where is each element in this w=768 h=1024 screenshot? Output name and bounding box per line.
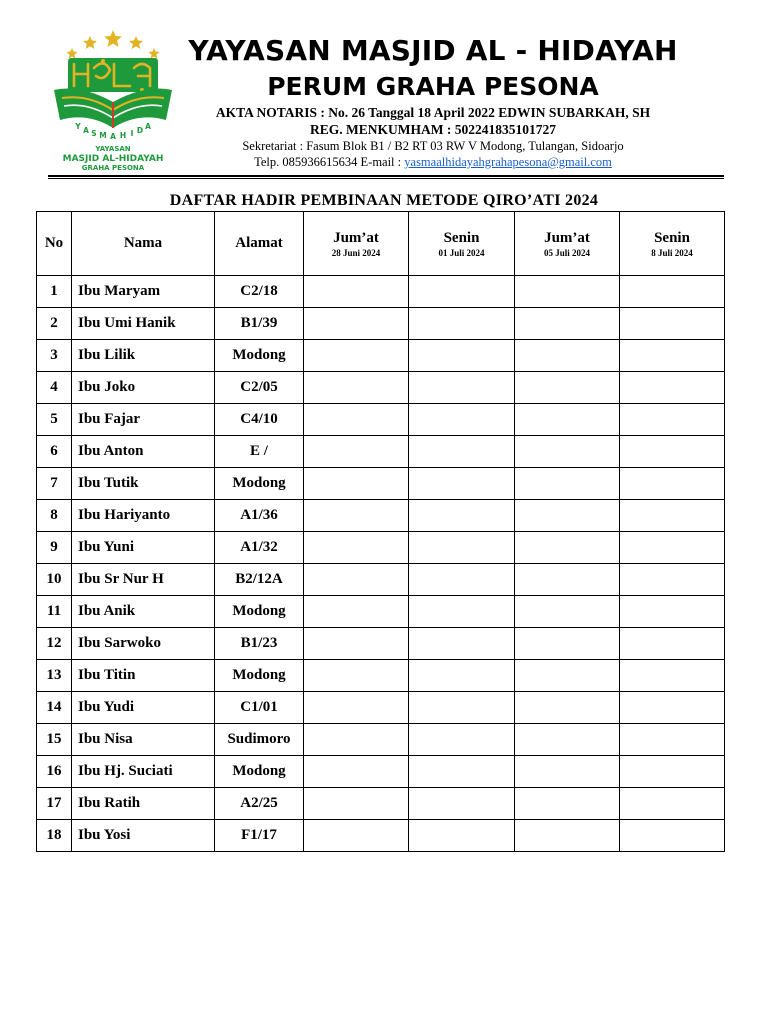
table-row [37, 756, 725, 788]
row-number: 2 [37, 308, 72, 340]
row-nama: Ibu Tutik [72, 468, 215, 500]
row-nama: Ibu Sarwoko [72, 628, 215, 660]
table-row [37, 692, 725, 724]
attendance-cell[interactable] [515, 276, 620, 308]
row-alamat: Sudimoro [215, 724, 304, 756]
akta-notaris-line: AKTA NOTARIS : No. 26 Tanggal 18 April 2022 EDWIN SUBARKAH, SH [215, 105, 651, 120]
row-nama: Ibu Yudi [72, 692, 215, 724]
row-number: 17 [37, 788, 72, 820]
attendance-cell[interactable] [304, 628, 409, 660]
attendance-cell[interactable] [515, 500, 620, 532]
header-date-3: Jum’at 05 Juli 2024 [515, 212, 620, 276]
attendance-cell[interactable] [620, 596, 725, 628]
row-alamat: C2/05 [215, 372, 304, 404]
table-row [37, 500, 725, 532]
table-row [37, 436, 725, 468]
table-header-row [37, 212, 725, 276]
attendance-cell[interactable] [620, 308, 725, 340]
sekretariat-line: Sekretariat : Fasum Blok B1 / B2 RT 03 RW V Modong, Tulangan, Sidoarjo [242, 139, 624, 153]
row-nama: Ibu Joko [72, 372, 215, 404]
attendance-cell[interactable] [515, 532, 620, 564]
attendance-cell[interactable] [304, 500, 409, 532]
attendance-cell[interactable] [620, 628, 725, 660]
header-nama: Nama [72, 212, 215, 276]
row-number: 14 [37, 692, 72, 724]
row-alamat: Modong [215, 596, 304, 628]
header-date-2: Senin 01 Juli 2024 [409, 212, 515, 276]
attendance-cell[interactable] [409, 692, 515, 724]
attendance-cell[interactable] [304, 820, 409, 852]
attendance-cell[interactable] [620, 340, 725, 372]
row-nama: Ibu Titin [72, 660, 215, 692]
attendance-cell[interactable] [409, 340, 515, 372]
attendance-cell[interactable] [515, 372, 620, 404]
svg-text:A: A [110, 132, 116, 141]
attendance-cell[interactable] [515, 596, 620, 628]
row-alamat: B1/39 [215, 308, 304, 340]
reg-menkumham-line: REG. MENKUMHAM : 502241835101727 [310, 122, 556, 137]
svg-text:A: A [145, 122, 151, 131]
attendance-cell[interactable] [620, 404, 725, 436]
attendance-cell[interactable] [409, 564, 515, 596]
attendance-cell[interactable] [620, 500, 725, 532]
logo-line-1: YAYASAN [95, 145, 131, 153]
row-alamat: C4/10 [215, 404, 304, 436]
row-alamat: A2/25 [215, 788, 304, 820]
attendance-cell[interactable] [304, 724, 409, 756]
row-alamat: Modong [215, 756, 304, 788]
open-book-icon [54, 89, 172, 129]
attendance-cell[interactable] [515, 308, 620, 340]
attendance-cell[interactable] [409, 724, 515, 756]
attendance-cell[interactable] [515, 564, 620, 596]
star-icons [67, 30, 160, 59]
table-row [37, 628, 725, 660]
attendance-cell[interactable] [515, 436, 620, 468]
attendance-cell[interactable] [304, 404, 409, 436]
row-alamat: C1/01 [215, 692, 304, 724]
row-alamat: F1/17 [215, 820, 304, 852]
attendance-cell[interactable] [304, 660, 409, 692]
attendance-cell[interactable] [409, 436, 515, 468]
attendance-cell[interactable] [515, 756, 620, 788]
attendance-cell[interactable] [304, 436, 409, 468]
row-nama: Ibu Hariyanto [72, 500, 215, 532]
row-nama: Ibu Sr Nur H [72, 564, 215, 596]
attendance-cell[interactable] [304, 756, 409, 788]
row-alamat: A1/36 [215, 500, 304, 532]
row-number: 10 [37, 564, 72, 596]
header-no: No [37, 212, 72, 276]
attendance-cell[interactable] [515, 820, 620, 852]
row-alamat: B2/12A [215, 564, 304, 596]
attendance-cell[interactable] [304, 692, 409, 724]
attendance-cell[interactable] [409, 532, 515, 564]
table-row [37, 820, 725, 852]
document-title: DAFTAR HADIR PEMBINAAN METODE QIRO’ATI 2024 [169, 192, 599, 209]
attendance-cell[interactable] [620, 276, 725, 308]
header-divider-thin [48, 178, 724, 179]
table-row [37, 564, 725, 596]
attendance-cell[interactable] [515, 788, 620, 820]
contact-line [180, 155, 686, 170]
attendance-cell[interactable] [515, 404, 620, 436]
row-alamat: E / [215, 436, 304, 468]
row-nama: Ibu Anik [72, 596, 215, 628]
row-nama: Ibu Nisa [72, 724, 215, 756]
attendance-cell[interactable] [515, 340, 620, 372]
attendance-cell[interactable] [515, 692, 620, 724]
row-number: 9 [37, 532, 72, 564]
header-divider [48, 175, 724, 177]
row-number: 7 [37, 468, 72, 500]
table-row [37, 340, 725, 372]
table-row [37, 468, 725, 500]
table-row [37, 276, 725, 308]
row-nama: Ibu Yosi [72, 820, 215, 852]
attendance-cell[interactable] [304, 564, 409, 596]
row-alamat: C2/18 [215, 276, 304, 308]
header-alamat: Alamat [215, 212, 304, 276]
attendance-cell[interactable] [409, 820, 515, 852]
row-number: 13 [37, 660, 72, 692]
row-alamat: Modong [215, 660, 304, 692]
row-number: 12 [37, 628, 72, 660]
row-number: 6 [37, 436, 72, 468]
email-link[interactable]: yasmaalhidayahgrahapesona@gmail.com [404, 155, 612, 169]
table-row [37, 596, 725, 628]
table-row [37, 372, 725, 404]
row-number: 1 [37, 276, 72, 308]
attendance-cell[interactable] [409, 660, 515, 692]
attendance-cell[interactable] [409, 308, 515, 340]
table-row [37, 404, 725, 436]
calligraphy-icon [68, 58, 158, 92]
attendance-cell[interactable] [515, 468, 620, 500]
svg-text:A: A [83, 126, 89, 135]
attendance-cell[interactable] [620, 532, 725, 564]
table-row [37, 308, 725, 340]
row-number: 3 [37, 340, 72, 372]
attendance-cell[interactable] [620, 756, 725, 788]
svg-text:I: I [130, 129, 134, 138]
row-number: 16 [37, 756, 72, 788]
attendance-cell[interactable] [620, 436, 725, 468]
attendance-cell[interactable] [409, 404, 515, 436]
svg-text:M: M [99, 131, 107, 140]
attendance-cell[interactable] [304, 468, 409, 500]
row-nama: Ibu Hj. Suciati [72, 756, 215, 788]
attendance-cell[interactable] [620, 724, 725, 756]
attendance-cell[interactable] [304, 372, 409, 404]
attendance-cell[interactable] [515, 724, 620, 756]
row-nama: Ibu Maryam [72, 276, 215, 308]
attendance-cell[interactable] [304, 276, 409, 308]
telp-text: Telp. 085936615634 E-mail : [254, 155, 405, 169]
attendance-cell[interactable] [620, 372, 725, 404]
attendance-cell[interactable] [620, 820, 725, 852]
attendance-cell[interactable] [304, 308, 409, 340]
attendance-cell[interactable] [304, 340, 409, 372]
row-number: 4 [37, 372, 72, 404]
row-nama: Ibu Yuni [72, 532, 215, 564]
attendance-cell[interactable] [409, 468, 515, 500]
attendance-cell[interactable] [515, 628, 620, 660]
attendance-cell[interactable] [409, 788, 515, 820]
row-alamat: Modong [215, 340, 304, 372]
attendance-cell[interactable] [515, 660, 620, 692]
attendance-cell[interactable] [304, 596, 409, 628]
row-alamat: B1/23 [215, 628, 304, 660]
row-number: 11 [37, 596, 72, 628]
svg-text:Y: Y [75, 122, 81, 131]
row-nama: Ibu Lilik [72, 340, 215, 372]
attendance-table [36, 211, 725, 852]
attendance-cell[interactable] [620, 564, 725, 596]
attendance-cell[interactable] [409, 596, 515, 628]
yayasan-logo [48, 28, 178, 173]
attendance-cell[interactable] [409, 628, 515, 660]
table-row [37, 788, 725, 820]
attendance-cell[interactable] [620, 468, 725, 500]
attendance-cell[interactable] [304, 788, 409, 820]
row-number: 15 [37, 724, 72, 756]
attendance-cell[interactable] [409, 372, 515, 404]
row-number: 5 [37, 404, 72, 436]
row-alamat: A1/32 [215, 532, 304, 564]
organization-subtitle: PERUM GRAHA PESONA [267, 72, 599, 101]
table-row [37, 660, 725, 692]
attendance-cell[interactable] [409, 500, 515, 532]
organization-title: YAYASAN MASJID AL - HIDAYAH [188, 34, 678, 67]
table-row [37, 532, 725, 564]
row-nama: Ibu Fajar [72, 404, 215, 436]
row-nama: Ibu Anton [72, 436, 215, 468]
row-nama: Ibu Ratih [72, 788, 215, 820]
row-number: 18 [37, 820, 72, 852]
attendance-cell[interactable] [409, 756, 515, 788]
attendance-cell[interactable] [620, 788, 725, 820]
attendance-cell[interactable] [409, 276, 515, 308]
svg-text:H: H [119, 131, 127, 140]
attendance-cell[interactable] [620, 660, 725, 692]
table-row [37, 724, 725, 756]
svg-text:S: S [91, 129, 97, 138]
attendance-cell[interactable] [304, 532, 409, 564]
attendance-cell[interactable] [620, 692, 725, 724]
header-date-1: Jum’at 28 Juni 2024 [304, 212, 409, 276]
row-alamat: Modong [215, 468, 304, 500]
row-nama: Ibu Umi Hanik [72, 308, 215, 340]
row-number: 8 [37, 500, 72, 532]
logo-line-3: GRAHA PESONA [81, 164, 145, 172]
svg-text:D: D [136, 126, 144, 135]
logo-line-2: MASJID AL-HIDAYAH [62, 154, 164, 164]
header-date-4: Senin 8 Juli 2024 [620, 212, 725, 276]
